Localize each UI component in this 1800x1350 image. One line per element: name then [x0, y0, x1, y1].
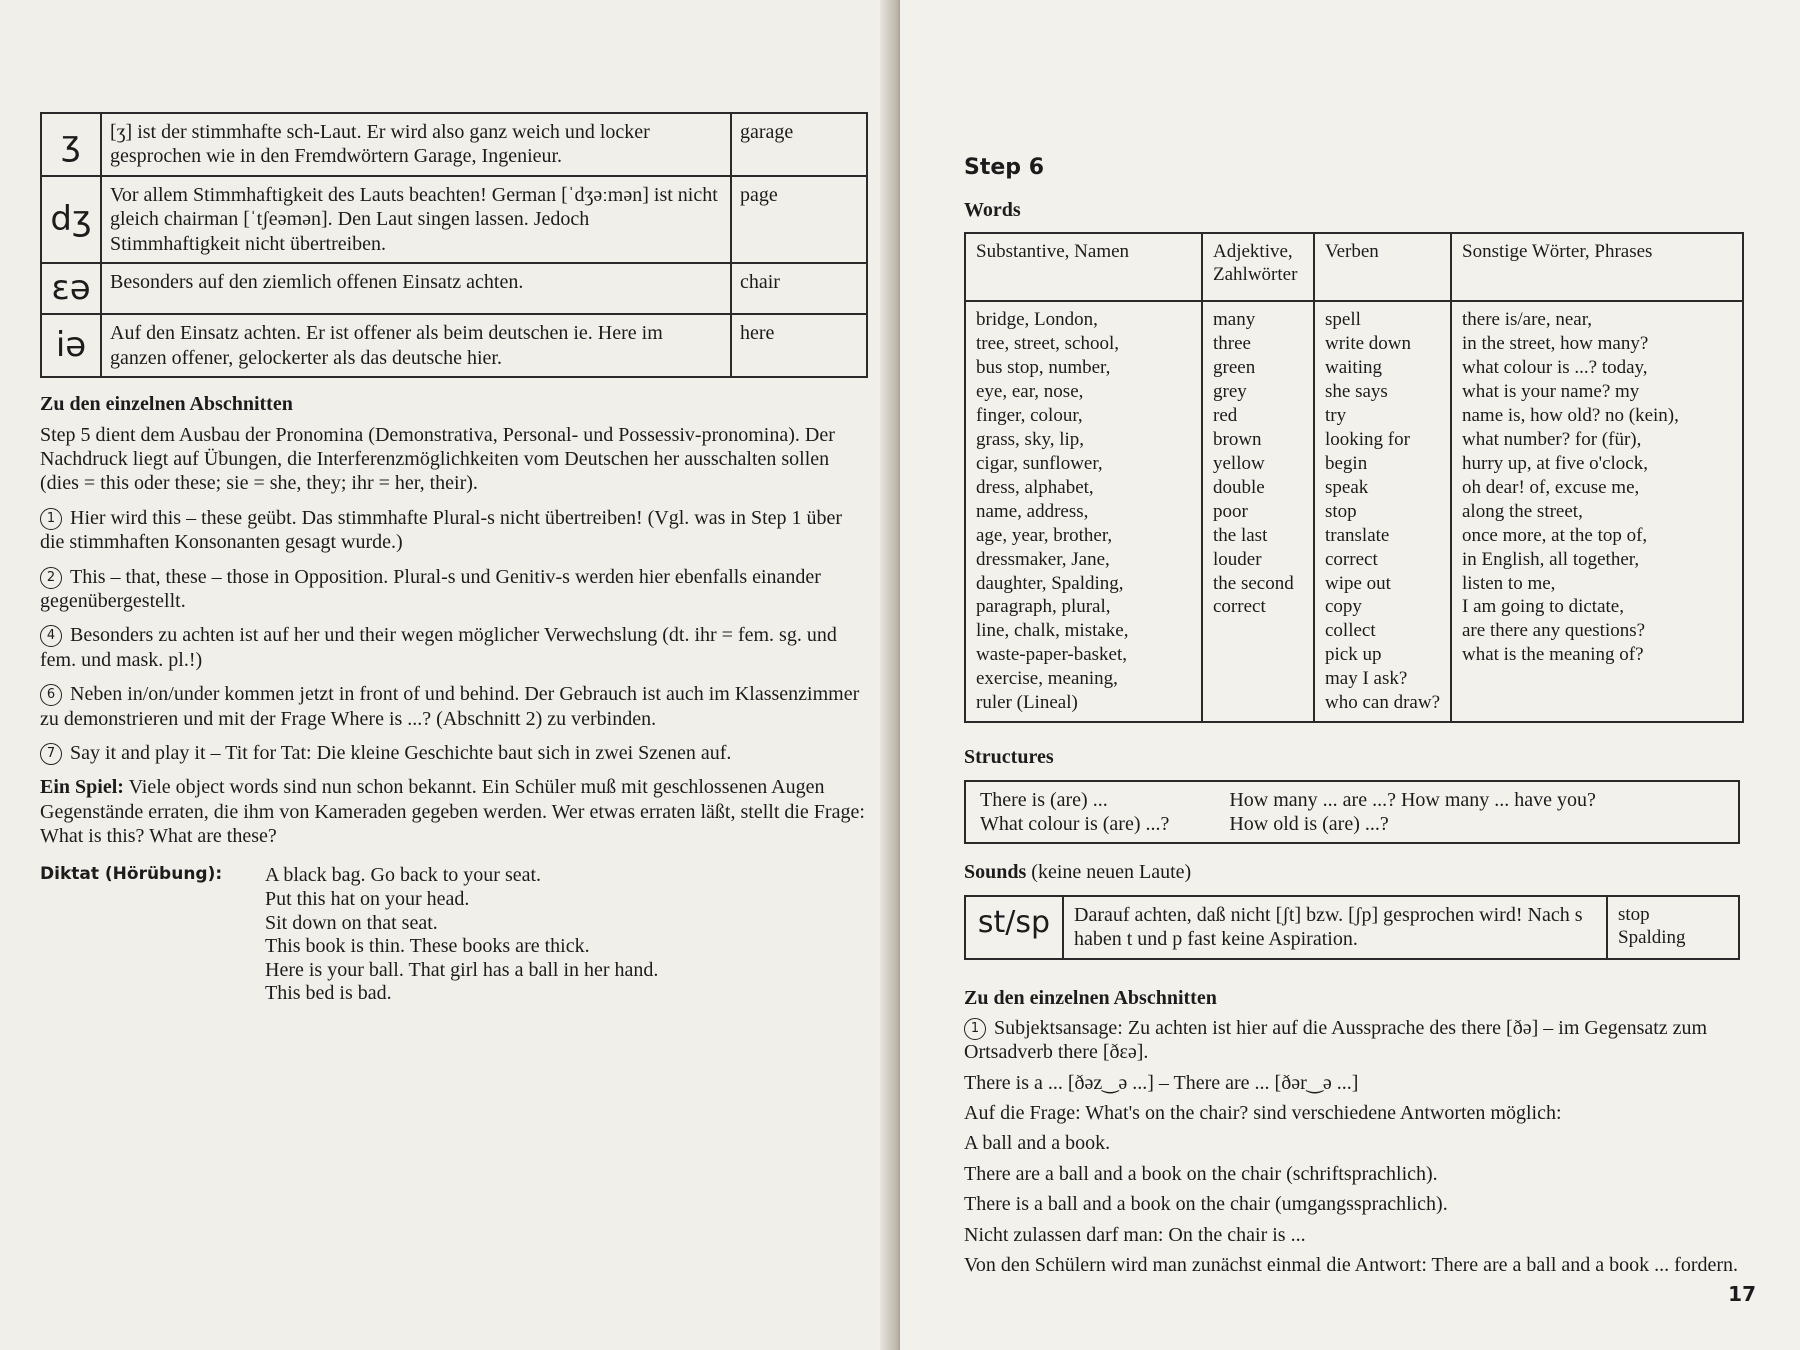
phrase-item: hurry up, at five o'clock, [1462, 452, 1648, 474]
sound-example: garage [731, 113, 867, 176]
diktat-line: A black bag. Go back to your seat. [265, 864, 542, 887]
noun-item: dress, alphabet, [976, 476, 1094, 498]
noun-item: paragraph, plural, [976, 596, 1111, 618]
adjective-item: many [1213, 309, 1256, 331]
noun-item: bus stop, number, [976, 357, 1111, 379]
sound-description: Auf den Einsatz achten. Er ist offener als beim deutschen ie. Here im ganzen offener, gelockerter als das deutsche hier. [101, 314, 731, 377]
verb-item: correct [1325, 548, 1378, 570]
diktat-lines [265, 864, 658, 1006]
verb-item: wipe out [1325, 572, 1391, 594]
adjective-item: brown [1213, 428, 1262, 450]
diktat-label: Diktat (Hörübung): [40, 864, 223, 885]
verb-item: translate [1325, 524, 1390, 546]
noun-item: tree, street, school, [976, 333, 1119, 355]
sound-row [41, 113, 867, 176]
text-line: There is a ... [ðəz‿ə ...] – There are ... [ðər‿ə ...] [964, 1071, 1359, 1094]
sounds-box [964, 895, 1740, 960]
note-text: Hier wird this – these geübt. Das stimmhafte Plural-s nicht übertreiben! (Vgl. was in Step 1 über die stimmhaften Konsonanten gesagt wurde.) [40, 506, 843, 554]
verb-item: spell [1325, 309, 1361, 331]
structure-line: How old is (are) ...? [1229, 812, 1389, 835]
verb-item: waiting [1325, 357, 1382, 379]
note-number: 1 [964, 1018, 986, 1040]
verb-item: she says [1325, 381, 1388, 403]
col-nouns [965, 301, 1202, 722]
noun-item: name, address, [976, 500, 1089, 522]
right-para1-text: Subjektsansage: Zu achten ist hier auf die Aussprache des there [ðə] – im Gegensatz zum Ortsadverb there [ðɛə]. [964, 1016, 1708, 1064]
col-header-other: Sonstige Wörter, Phrases [1451, 233, 1743, 301]
col-other [1451, 301, 1743, 722]
sounds-heading [964, 860, 1760, 884]
spiel-label: Ein Spiel: [40, 776, 124, 799]
adjective-item: correct [1213, 596, 1266, 618]
noun-item: finger, colour, [976, 404, 1083, 426]
noun-item: bridge, London, [976, 309, 1098, 331]
structures-right [1229, 788, 1596, 837]
text-line: There are a ball and a book on the chair (schriftsprachlich). [964, 1162, 1438, 1185]
structure-line: There is (are) ... [980, 788, 1108, 811]
phrase-item: oh dear! of, excuse me, [1462, 476, 1640, 498]
sound-example: here [731, 314, 867, 377]
text-line: Nicht zulassen darf man: On the chair is ... [964, 1223, 1306, 1246]
adjective-item: double [1213, 476, 1265, 498]
verb-item: try [1325, 404, 1347, 426]
phonetic-symbol: dʒ [41, 176, 101, 263]
sound-description: Besonders auf den ziemlich offenen Einsatz achten. [101, 263, 731, 314]
phrase-item: along the street, [1462, 500, 1583, 522]
sound-row [41, 176, 867, 263]
noun-item: line, chalk, mistake, [976, 620, 1129, 642]
note-text: Besonders zu achten ist auf her und their wegen möglicher Verwechslung (dt. ihr = fem. sg. und fem. und mask. pl.!) [40, 624, 837, 671]
col-header-nouns: Substantive, Namen [965, 233, 1202, 301]
phrase-item: what is the meaning of? [1462, 644, 1644, 666]
verb-item: looking for [1325, 428, 1410, 450]
noun-item: waste-paper-basket, [976, 644, 1128, 666]
verb-item: who can draw? [1325, 692, 1441, 714]
phrase-item: are there any questions? [1462, 620, 1646, 642]
right-page [900, 0, 1800, 1350]
diktat-line: This book is thin. These books are thick. [265, 935, 590, 958]
phrase-item: there is/are, near, [1462, 309, 1593, 331]
sound-description: [ʒ] ist der stimmhafte sch-Laut. Er wird also ganz weich und locker gesprochen wie in den Fremdwörtern Garage, Ingenieur. [101, 113, 731, 176]
sound-row [41, 263, 867, 314]
note-number: 7 [40, 743, 62, 765]
adjective-item: louder [1213, 548, 1262, 570]
phrase-item: in the street, how many? [1462, 333, 1649, 355]
spiel-paragraph [40, 775, 866, 848]
text-line: Auf die Frage: What's on the chair? sind verschiedene Antworten möglich: [964, 1102, 1562, 1125]
noun-item: daughter, Spalding, [976, 572, 1124, 594]
adjective-item: the second [1213, 572, 1294, 594]
note-number: 6 [40, 684, 62, 706]
sounds-title: Sounds [964, 861, 1027, 884]
verb-item: stop [1325, 500, 1357, 522]
verb-item: write down [1325, 333, 1412, 355]
verb-item: begin [1325, 452, 1368, 474]
text-line: A ball and a book. [964, 1132, 1111, 1155]
intro-paragraph: Step 5 dient dem Ausbau der Pronomina (Demonstrativa, Personal- und Possessiv-pronomina). Der Nachdruck liegt auf Übungen, die Interferenzmöglichkeiten vom Deutschen her ausschalten sollen (dies = this oder these; sie = she, they; ihr = her, their). [40, 423, 835, 495]
noun-item: cigar, sunflower, [976, 452, 1103, 474]
phrase-item: what number? for (für), [1462, 428, 1642, 450]
sound-example: page [731, 176, 867, 263]
verb-item: collect [1325, 620, 1376, 642]
verb-item: pick up [1325, 644, 1382, 666]
phrase-item: what is your name? my [1462, 381, 1640, 403]
note-text: This – that, these – those in Opposition. Plural-s und Genitiv-s werden hier ebenfalls einander gegenübergestellt. [40, 565, 821, 612]
note-paragraph [40, 682, 866, 731]
diktat-line: Put this hat on your head. [265, 888, 470, 911]
words-table [964, 232, 1744, 723]
noun-item: dressmaker, Jane, [976, 548, 1110, 570]
sounds-table [40, 112, 868, 378]
verb-item: may I ask? [1325, 668, 1408, 690]
phrase-item: I am going to dictate, [1462, 596, 1624, 618]
sound-description: Vor allem Stimmhaftigkeit des Lauts beachten! German [ˈdʒəːmən] ist nicht gleich chairman [ˈtʃeəmən]. Den Laut singen lassen. Jedoch Stimmhaftigkeit nicht übertreiben. [101, 176, 731, 263]
note-paragraph [40, 506, 866, 555]
diktat-line: This bed is bad. [265, 982, 392, 1005]
sound-examples [1608, 897, 1738, 958]
note-number: 1 [40, 508, 62, 530]
text-line: There is a ball and a book on the chair (umgangssprachlich). [964, 1193, 1448, 1216]
noun-item: eye, ear, nose, [976, 381, 1084, 403]
note-number: 4 [40, 625, 62, 647]
sound-example: Spalding [1618, 926, 1686, 948]
verb-item: speak [1325, 476, 1369, 498]
adjective-item: yellow [1213, 452, 1265, 474]
sound-example: stop [1618, 903, 1650, 925]
sound-text: Darauf achten, daß nicht [ʃt] bzw. [ʃp] gesprochen wird! Nach s haben t und p fast keine Aspiration. [1064, 897, 1608, 958]
words-title: Words [964, 198, 1021, 221]
phrase-item: once more, at the top of, [1462, 524, 1648, 546]
adjective-item: poor [1213, 500, 1248, 522]
verb-item: copy [1325, 596, 1362, 618]
note-paragraph [40, 565, 866, 614]
sound-example: chair [731, 263, 867, 314]
noun-item: age, year, brother, [976, 524, 1113, 546]
noun-item: ruler (Lineal) [976, 692, 1078, 714]
structures-left [980, 788, 1169, 837]
note-number: 2 [40, 567, 62, 589]
notes-list [40, 506, 866, 766]
diktat-line: Sit down on that seat. [265, 911, 438, 934]
note-text: Say it and play it – Tit for Tat: Die kleine Geschichte baut sich in zwei Szenen auf. [70, 741, 732, 764]
phonetic-symbol: ʒ [41, 113, 101, 176]
page-number: 17 [1728, 1281, 1756, 1306]
phonetic-symbol: iə [41, 314, 101, 377]
right-section-title: Zu den einzelnen Abschnitten [964, 986, 1217, 1009]
text-line: Von den Schülern wird man zunächst einmal die Antwort: There are a ball and a book ... fordern. [964, 1254, 1739, 1277]
adjective-item: the last [1213, 524, 1268, 546]
sound-symbol: st/sp [966, 897, 1064, 958]
note-paragraph [40, 741, 866, 765]
spiel-text: Viele object words sind nun schon bekannt. Ein Schüler muß mit geschlossenen Augen Gegenstände erraten, die ihm von Kameraden gegeben werden. Wer etwas erraten läßt, stellt die Frage: What is this? What are these? [40, 776, 865, 848]
phrase-item: listen to me, [1462, 572, 1556, 594]
noun-item: grass, sky, lip, [976, 428, 1085, 450]
phrase-item: what colour is ...? today, [1462, 357, 1648, 379]
structure-line: What colour is (are) ...? [980, 812, 1170, 835]
col-verbs [1314, 301, 1451, 722]
note-paragraph [40, 623, 866, 672]
adjective-item: three [1213, 333, 1251, 355]
col-header-adj: Adjektive, Zahlwörter [1202, 233, 1314, 301]
phonetic-symbol: ɛə [41, 263, 101, 314]
phrase-item: name is, how old? no (kein), [1462, 404, 1679, 426]
adjective-item: red [1213, 404, 1238, 426]
sounds-note: (keine neuen Laute) [1031, 861, 1192, 884]
col-adj [1202, 301, 1314, 722]
diktat-line: Here is your ball. That girl has a ball in her hand. [265, 958, 659, 981]
col-header-verbs: Verben [1314, 233, 1451, 301]
sound-row [41, 314, 867, 377]
structures-box [964, 780, 1740, 845]
right-lines [964, 1071, 1760, 1278]
step-title: Step 6 [964, 155, 1044, 180]
phrase-item: in English, all together, [1462, 548, 1640, 570]
right-para1 [964, 1016, 1760, 1065]
noun-item: exercise, meaning, [976, 668, 1118, 690]
adjective-item: green [1213, 357, 1256, 379]
adjective-item: grey [1213, 381, 1247, 403]
structure-line: How many ... are ...? How many ... have you? [1229, 788, 1596, 811]
diktat-block [40, 864, 866, 1006]
note-text: Neben in/on/under kommen jetzt in front of und behind. Der Gebrauch ist auch im Klassenzimmer zu demonstrieren und mit der Frage Where is ...? (Abschnitt 2) zu verbinden. [40, 683, 860, 730]
structures-title: Structures [964, 746, 1054, 769]
left-section-title: Zu den einzelnen Abschnitten [40, 393, 293, 416]
